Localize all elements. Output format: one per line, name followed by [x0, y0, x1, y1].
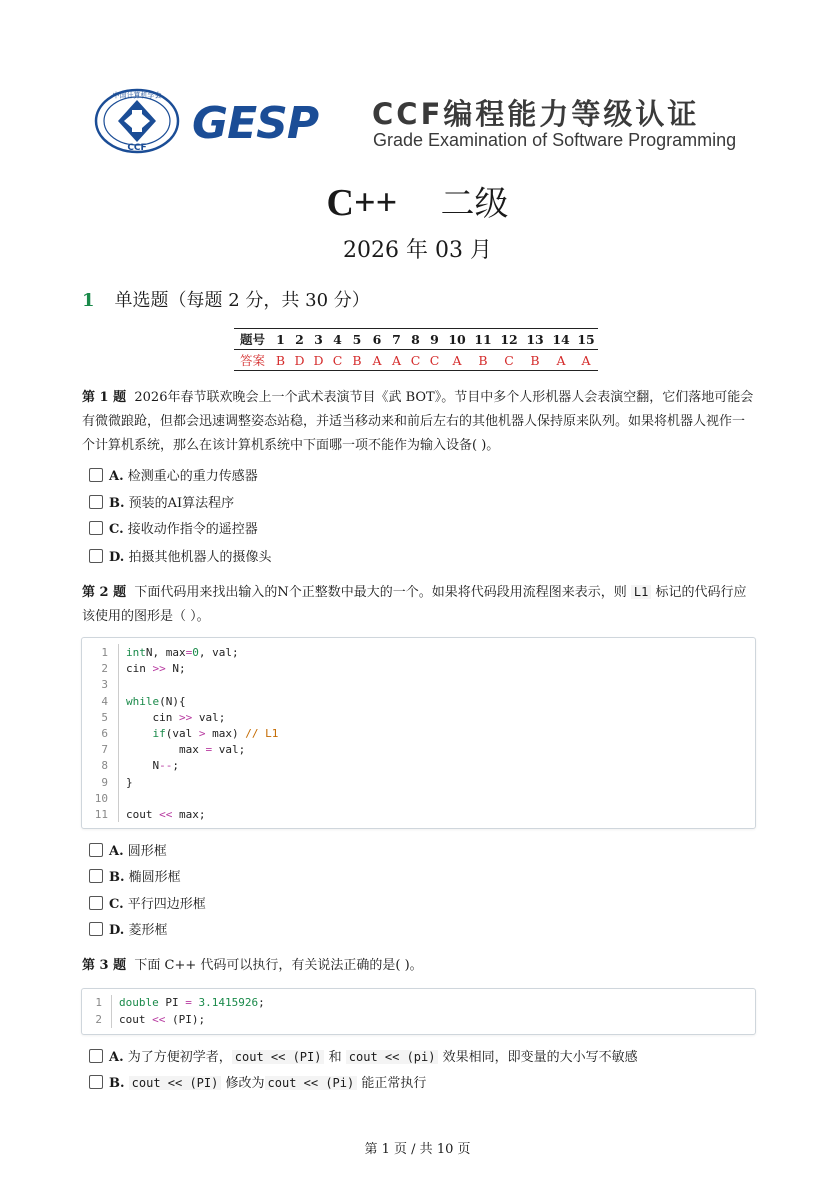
option-text: 圆形框: [127, 844, 167, 859]
checkbox[interactable]: [89, 1075, 103, 1089]
code-token: --: [159, 759, 173, 773]
question-body: 下面 C++ 代码可以执行，有关说法正确的是( )。: [134, 958, 423, 973]
line-number: 8: [101, 759, 108, 773]
inline-code: cout << (PI): [232, 1050, 325, 1064]
question-number-cell: 4: [328, 329, 347, 350]
answer-cell: A: [444, 350, 470, 371]
answer-cell: C: [406, 350, 425, 371]
code-token: =: [185, 996, 192, 1009]
question-number-cell: 11: [470, 329, 496, 350]
q1-option-d[interactable]: [89, 549, 272, 567]
line-number: 2: [101, 662, 108, 676]
code-token: (N){: [159, 694, 186, 708]
line-number: 10: [94, 791, 108, 805]
code-token: cout: [119, 1012, 153, 1026]
code-token: <<: [152, 1012, 166, 1026]
option-key: D.: [109, 550, 125, 565]
question-number-label: 题号: [234, 329, 271, 350]
code-line: [82, 726, 755, 742]
option-key: B.: [109, 870, 125, 885]
code-line: [82, 1012, 755, 1028]
answer-cell: A: [367, 350, 387, 371]
code-text: [119, 1012, 205, 1028]
code-token: max): [205, 727, 246, 740]
option-text: 能正常执行: [361, 1076, 427, 1091]
question-number-cell: 6: [367, 329, 387, 350]
code-text: [126, 710, 225, 726]
code-token: >>: [152, 662, 166, 676]
q1-option-c[interactable]: [89, 521, 258, 539]
question-number-cell: 13: [522, 329, 548, 350]
question-number-cell: 15: [574, 329, 598, 350]
code-token: N;: [165, 662, 186, 676]
question-number-cell: 7: [387, 329, 406, 350]
option-text: 和: [328, 1050, 342, 1065]
code-token: N: [126, 759, 160, 773]
line-number: 6: [101, 727, 108, 740]
code-line: [82, 661, 755, 677]
code-text: [126, 661, 186, 677]
code-token: if: [152, 727, 166, 740]
option-text: 菱形框: [128, 923, 168, 938]
document-date: 2026 年 03 月: [343, 238, 492, 263]
code-token: cin: [126, 710, 179, 724]
checkbox[interactable]: [89, 521, 103, 535]
line-number: 11: [94, 808, 108, 821]
code-text: [126, 807, 206, 823]
code-token: N, max: [145, 646, 186, 659]
question-number-cell: 8: [406, 329, 425, 350]
inline-code: L1: [631, 585, 651, 599]
question-number-cell: 14: [548, 329, 574, 350]
option-key: B.: [109, 1076, 125, 1091]
answer-cell: A: [548, 350, 574, 371]
inline-code: cout << (Pi): [265, 1076, 358, 1090]
code-token: while: [126, 694, 160, 708]
checkbox[interactable]: [89, 1049, 103, 1063]
code-token: ;: [258, 996, 265, 1009]
code-token: (PI);: [165, 1012, 206, 1026]
answer-cell: B: [347, 350, 367, 371]
line-number: 1: [95, 996, 102, 1009]
cert-subtitle: Grade Examination of Software Programming: [373, 130, 737, 150]
checkbox[interactable]: [89, 896, 103, 910]
inline-code: cout << (pi): [346, 1050, 439, 1064]
document-title: [0, 176, 835, 225]
section-number: 1: [82, 290, 95, 311]
code-token: double: [119, 996, 159, 1009]
ccf-logo-text: 中国计算机学会: [112, 91, 162, 100]
option-key: D.: [109, 923, 125, 938]
option-key: C.: [109, 897, 124, 912]
code-text: [126, 726, 278, 742]
line-number: 9: [101, 775, 108, 789]
option-key: A.: [109, 469, 124, 484]
code-line: [82, 775, 755, 791]
checkbox[interactable]: [89, 468, 103, 482]
option-text: 接收动作指令的遥控器: [127, 522, 258, 537]
q2-option-a[interactable]: [89, 843, 167, 861]
question-number-cell: 2: [290, 329, 309, 350]
answer-cell: B: [522, 350, 548, 371]
question-number-cell: 10: [444, 329, 470, 350]
code-token: cin: [126, 662, 153, 676]
code-line: [82, 791, 755, 807]
option-text: 修改为: [225, 1076, 265, 1091]
inline-code: cout << (PI): [129, 1076, 222, 1090]
code-token: }: [126, 775, 133, 789]
q3-option-b[interactable]: [89, 1074, 426, 1092]
code-line: [82, 742, 755, 758]
code-block: [81, 637, 756, 829]
title-language: C++: [326, 182, 398, 224]
code-token: cout: [126, 808, 160, 821]
line-number: 7: [101, 743, 108, 757]
question-label: 第 2 题: [82, 585, 127, 600]
option-key: A.: [109, 844, 124, 859]
question-1-text: [82, 386, 754, 458]
section-title: 单选题（每题 2 分，共 30 分）: [114, 290, 370, 311]
option-text: 为了方便初学者，: [127, 1050, 232, 1065]
code-token: PI: [158, 996, 186, 1009]
answer-cell: C: [328, 350, 347, 371]
q3-option-a[interactable]: [89, 1048, 638, 1066]
answer-cell: B: [271, 350, 290, 371]
answer-table: [234, 328, 598, 371]
code-token: ;: [172, 759, 179, 773]
question-label: 第 1 题: [82, 390, 127, 405]
answer-cell: A: [574, 350, 598, 371]
question-2-text: [82, 580, 754, 629]
code-token: , val;: [198, 646, 239, 659]
option-text: 拍摄其他机器人的摄像头: [128, 550, 272, 565]
code-text: [126, 758, 179, 774]
question-body: 2026年春节联欢晚会上一个武术表演节目《武 BOT》。节目中多个人形机器人会表演空翻，它们落地可能会有微微踉跄，但都会迅速调整姿态站稳，并适当移动来和前后左右的其他机器人保持原来队列。如果将机器人视作一个计算机系统，那么在该计算机系统中下面哪一项不能作为输入设备( )。: [82, 390, 754, 453]
question-label: 第 3 题: [82, 958, 127, 973]
q1-option-a[interactable]: [89, 468, 258, 486]
line-number: 2: [95, 1012, 102, 1026]
checkbox[interactable]: [89, 843, 103, 857]
option-text: 预装的AI算法程序: [128, 496, 235, 511]
option-text: 效果相同，即变量的大小写不敏感: [442, 1050, 638, 1065]
line-number: 4: [101, 694, 108, 708]
checkbox[interactable]: [89, 495, 103, 509]
option-key: C.: [109, 522, 124, 537]
option-key: A.: [109, 1050, 124, 1065]
question-number-cell: 3: [309, 329, 328, 350]
question-body: 下面代码用来找出输入的N个正整数中最大的一个。如果将代码段用流程图来表示，则: [134, 585, 627, 600]
q2-option-d[interactable]: [89, 922, 168, 940]
gesp-logo: [192, 98, 318, 149]
gesp-logo-text: GESP: [192, 98, 319, 149]
answer-cell: C: [425, 350, 444, 371]
answer-cell: D: [309, 350, 328, 371]
page-footer: 第 1 页 / 共 10 页: [364, 1142, 471, 1157]
q2-option-c[interactable]: [89, 896, 206, 914]
answer-table-header-row: [234, 329, 598, 350]
code-line: [82, 807, 755, 823]
code-token: 3.1415926: [198, 996, 259, 1009]
code-line: [82, 694, 755, 710]
code-text: [126, 742, 245, 758]
code-token: val;: [192, 710, 226, 724]
code-line: [82, 995, 755, 1011]
option-text: 椭圆形框: [128, 870, 181, 885]
answer-table-answer-row: [234, 350, 598, 371]
option-key: B.: [109, 496, 125, 511]
code-token: >>: [178, 710, 193, 724]
code-block: [81, 988, 756, 1035]
line-number: 5: [101, 710, 108, 724]
question-number-cell: 12: [496, 329, 522, 350]
code-token: max: [126, 743, 206, 757]
option-text: 平行四边形框: [127, 897, 206, 912]
checkbox[interactable]: [89, 922, 103, 936]
code-token: val;: [212, 743, 246, 757]
code-token: >: [198, 727, 206, 740]
question-number-cell: 1: [271, 329, 290, 350]
option-text: 检测重心的重力传感器: [127, 469, 258, 484]
q1-option-b[interactable]: [89, 495, 234, 513]
code-text: [126, 645, 239, 661]
code-token: =: [185, 646, 193, 659]
code-token: <<: [159, 808, 173, 821]
code-token: int: [126, 646, 146, 659]
answer-cell: D: [290, 350, 309, 371]
code-token: =: [205, 743, 213, 757]
line-number: 1: [101, 646, 108, 659]
code-token: 0: [192, 646, 199, 659]
code-token: // L1: [245, 727, 279, 740]
cert-title: CCF编程能力等级认证: [372, 97, 700, 131]
code-line: [82, 758, 755, 774]
code-line: [82, 677, 755, 693]
answer-cell: A: [387, 350, 406, 371]
code-line: [82, 710, 755, 726]
checkbox[interactable]: [89, 549, 103, 563]
q2-option-b[interactable]: [89, 869, 181, 887]
line-number: 3: [101, 678, 108, 692]
question-body-continued: 标记的代码行应该使用的图形是（ ）。: [82, 585, 747, 624]
section-heading: [82, 286, 370, 312]
answer-label: 答案: [234, 350, 271, 371]
code-text: [119, 995, 265, 1011]
checkbox[interactable]: [89, 869, 103, 883]
code-line: [82, 645, 755, 661]
answer-cell: B: [470, 350, 496, 371]
ccf-logo-abbr: CCF: [127, 143, 147, 153]
code-text: [126, 694, 186, 710]
code-token: [126, 727, 153, 740]
question-number-cell: 5: [347, 329, 367, 350]
ccf-logo: [94, 88, 180, 154]
code-token: [192, 996, 199, 1009]
title-level: 二级: [440, 184, 509, 224]
question-3-text: [82, 954, 754, 978]
code-token: (val: [165, 727, 199, 740]
question-number-cell: 9: [425, 329, 444, 350]
code-text: [126, 775, 133, 791]
code-token: max;: [172, 808, 206, 821]
answer-cell: C: [496, 350, 522, 371]
